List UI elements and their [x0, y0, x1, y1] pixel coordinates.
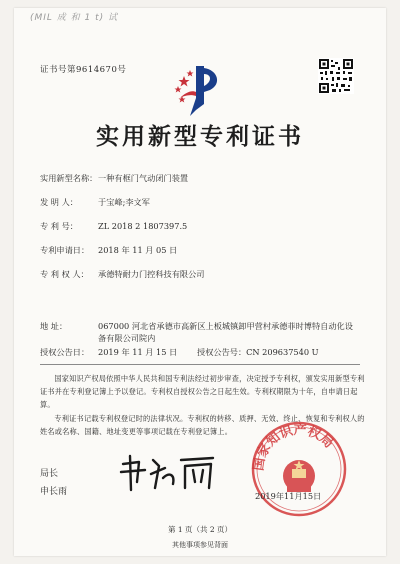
field-value: 一种有框门气动闭门装置: [98, 173, 189, 183]
field-label: 专利申请日：: [40, 245, 90, 255]
field-patentee: [40, 268, 204, 280]
field-patent-number: [40, 220, 187, 232]
field-label: 专 利 权 人：: [40, 269, 89, 279]
field-address-value: 067000 河北省承德市高新区上板城镇卸甲营村承德菲时博特自动化设备有限公司院内: [98, 321, 353, 343]
field-address-label: 地 址：: [40, 321, 68, 331]
handwritten-signature: [115, 452, 225, 494]
grant-statement: 国家知识产权局依照中华人民共和国专利法经过初步审查，决定授予专利权，颁发实用新型专利证书并在专利登记簿上予以登记。专利权自授权公告之日起生效。专利权期限为十年，自申请日起算。: [40, 374, 365, 409]
field-value: 2018 年 11 月 05 日: [98, 245, 178, 255]
field-application-date: [40, 244, 177, 256]
field-value: 于宝峰;李文军: [98, 197, 150, 207]
field-value: ZL 2018 2 1807397.5: [98, 221, 188, 231]
field-grant-date: [40, 346, 319, 358]
seal-text-ring: [250, 420, 348, 518]
svg-text:国家知识产权局: [251, 422, 336, 472]
divider: [40, 364, 360, 365]
field-label: 发 明 人：: [40, 197, 78, 207]
field-inventor: [40, 196, 150, 208]
field-utility-model-name: [40, 172, 188, 184]
footnote: 其他事项参见背面: [172, 541, 228, 549]
field-label: 专 利 号：: [40, 221, 78, 231]
certificate-title: 实用新型专利证书: [96, 123, 304, 150]
field-value: 承德特耐力门控科技有限公司: [98, 269, 205, 279]
handwritten-note: (MIL 成 和 1 t) 试: [30, 13, 119, 23]
publication-number: CN 209637540 U: [246, 347, 319, 357]
seal-date: 2019年11月15日: [255, 491, 322, 501]
certificate-number: 证书号第9614670号: [40, 65, 127, 75]
page-indicator: 第 1 页（共 2 页）: [167, 525, 233, 534]
legal-status-statement: 专利证书记载专利权登记时的法律状况。专利权的转移、质押、无效、终止、恢复和专利权人的姓名或名称、国籍、地址变更等事项记载在专利登记簿上。: [40, 414, 365, 436]
seal-text: 国家知识产权局: [251, 422, 336, 472]
field-label: 实用新型名称：: [40, 173, 98, 183]
field-label: 授权公告日：: [40, 347, 90, 357]
field-value: 2019 年 11 月 15 日: [98, 347, 178, 357]
patent-office-logo: [170, 58, 230, 118]
commissioner-name: 申长雨: [40, 487, 68, 497]
commissioner-title: 局长: [40, 469, 59, 479]
qr-code-icon: [318, 58, 354, 94]
publication-label: 授权公告号：: [197, 347, 247, 357]
